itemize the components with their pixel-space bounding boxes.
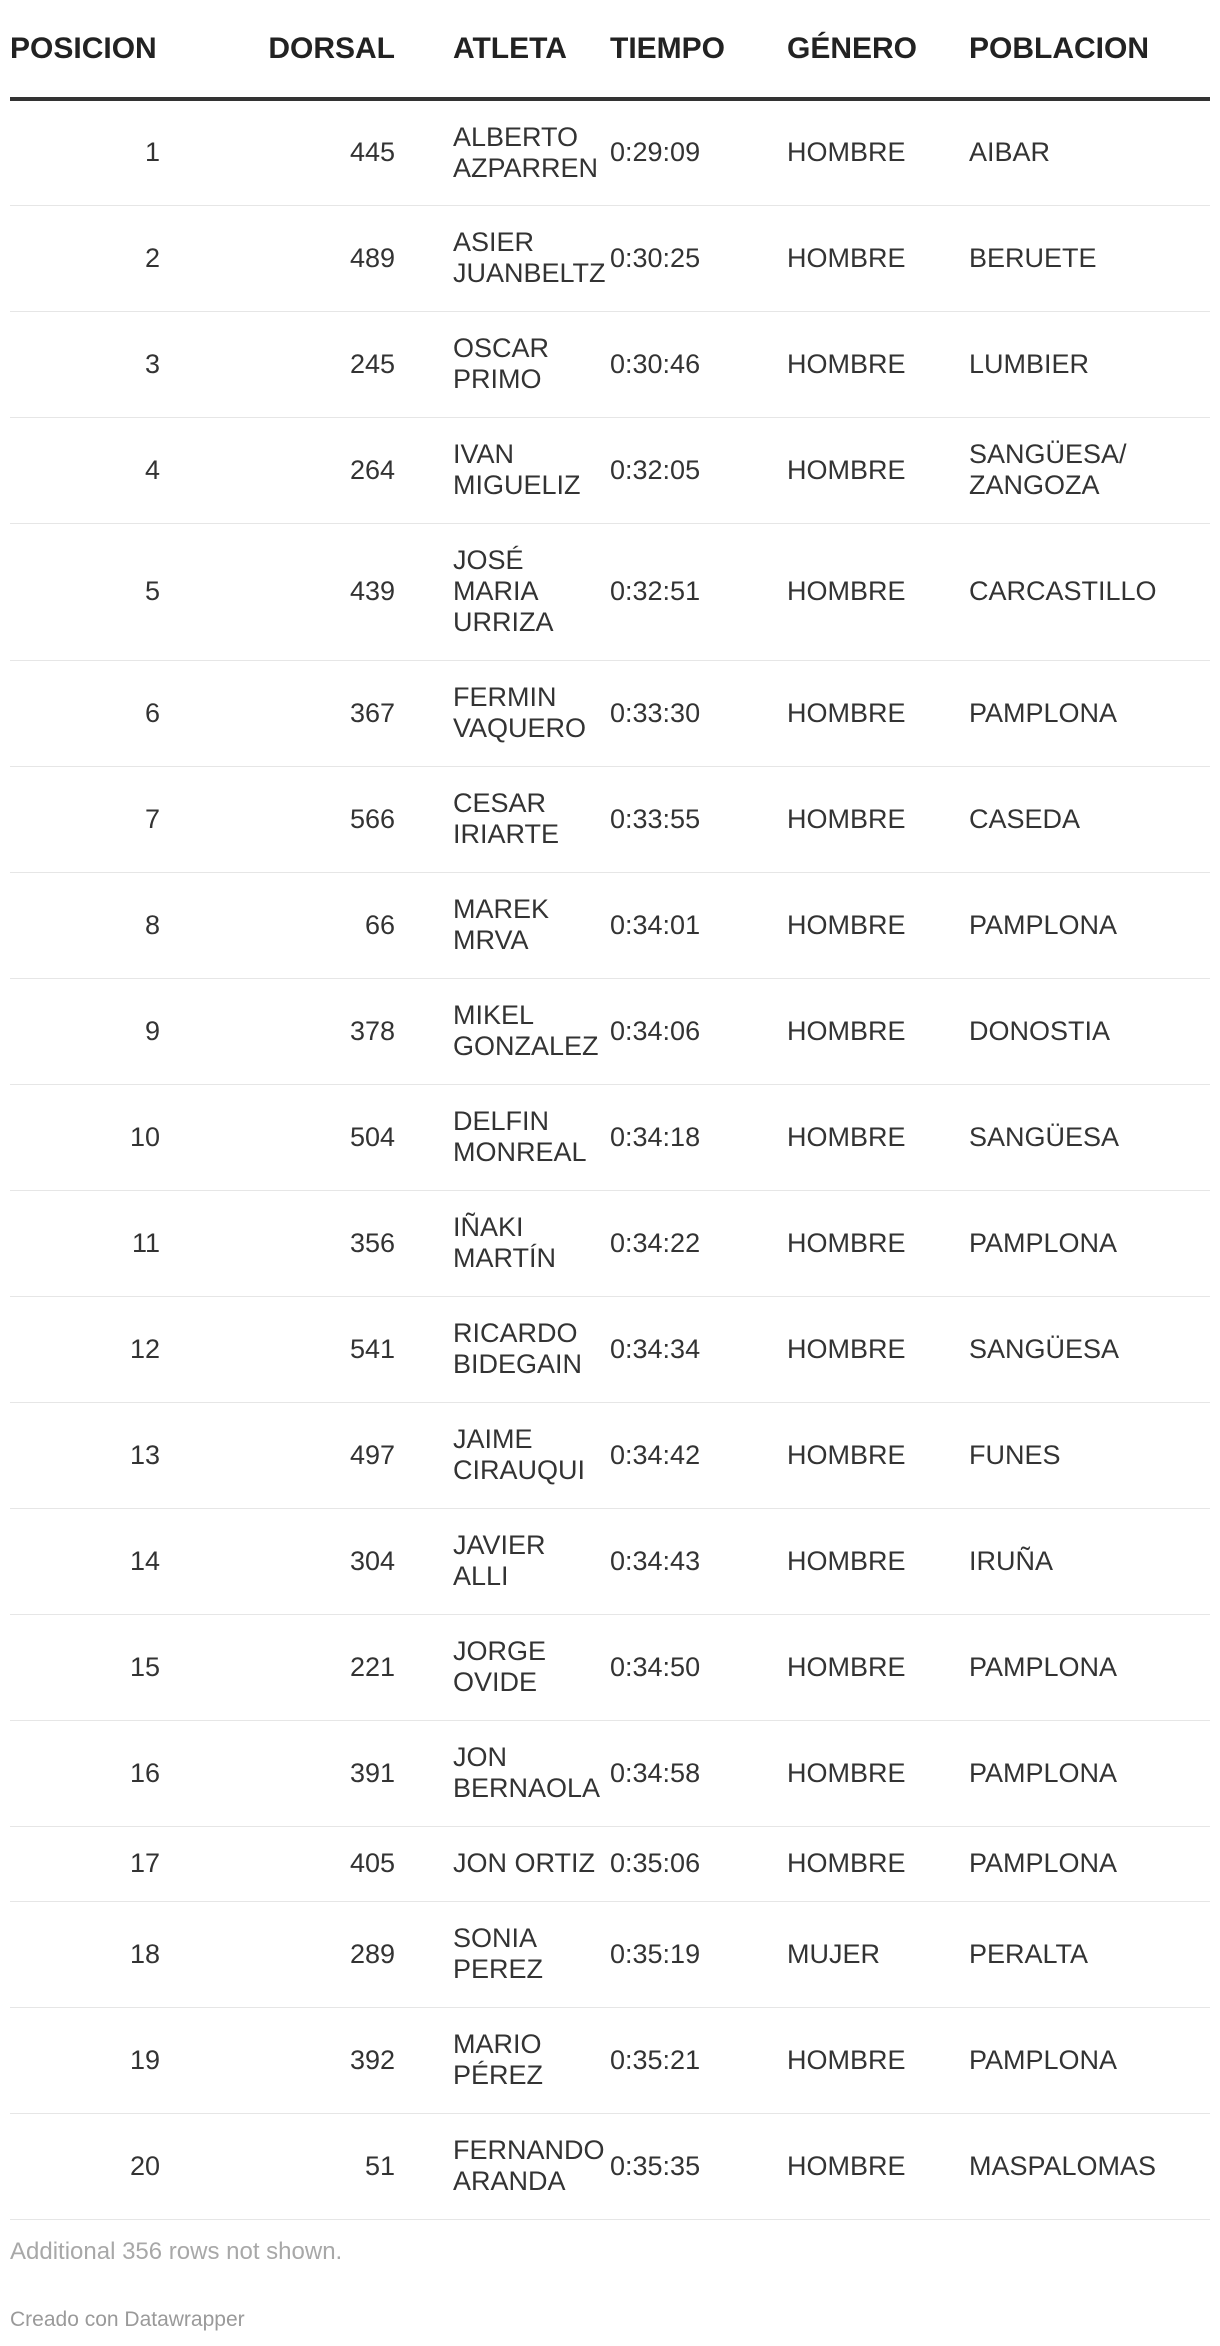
cell-atleta-line: OSCAR [453,333,550,363]
cell-atleta [395,417,610,523]
cell-atleta-line: URRIZA [453,607,554,637]
cell-posicion: 20 [10,2113,160,2219]
table-row [10,99,1210,205]
cell-tiempo: 0:34:01 [610,872,787,978]
cell-poblacion-line: PAMPLONA [969,1227,1118,1258]
table-row [10,660,1210,766]
cell-poblacion [969,1296,1210,1402]
cell-posicion: 16 [10,1720,160,1826]
cell-atleta-line: JON [453,1742,507,1772]
table-row [10,311,1210,417]
table-row [10,2007,1210,2113]
cell-atleta-line: PEREZ [453,1954,544,1984]
cell-poblacion-line: CARCASTILLO [969,576,1157,606]
cell-atleta-line: ASIER [453,227,535,257]
cell-posicion: 3 [10,311,160,417]
cell-atleta-line: MIGUELIZ [453,470,581,500]
cell-poblacion-line: PAMPLONA [969,1848,1118,1878]
cell-poblacion-line: SANGÜESA [969,1333,1120,1364]
cell-posicion: 2 [10,205,160,311]
cell-atleta-line: JOSÉ [453,545,524,575]
cell-genero: HOMBRE [787,1402,969,1508]
cell-atleta-line: MARIA [453,576,539,606]
cell-atleta-line: JAIME [453,1424,533,1454]
cell-atleta-line: RICARDO [453,1318,578,1348]
cell-tiempo: 0:29:09 [610,99,787,205]
cell-atleta-line: IÑAKI [453,1212,524,1242]
cell-tiempo: 0:35:35 [610,2113,787,2219]
cell-atleta [395,311,610,417]
cell-posicion: 9 [10,978,160,1084]
cell-poblacion [969,417,1210,523]
cell-poblacion [969,1084,1210,1190]
cell-atleta-line: BERNAOLA [453,1773,601,1803]
cell-genero: HOMBRE [787,1614,969,1720]
cell-poblacion [969,1901,1210,2007]
cell-tiempo: 0:34:18 [610,1084,787,1190]
cell-poblacion-line: PAMPLONA [969,2044,1118,2075]
cell-atleta [395,978,610,1084]
cell-genero: HOMBRE [787,1720,969,1826]
cell-genero: HOMBRE [787,1508,969,1614]
cell-atleta [395,872,610,978]
table-row [10,766,1210,872]
cell-posicion: 13 [10,1402,160,1508]
cell-atleta-line: ALBERTO [453,121,579,152]
cell-atleta-line: MONREAL [453,1137,587,1167]
cell-genero: MUJER [787,1901,969,2007]
table-row [10,978,1210,1084]
rows-not-shown-note: Additional 356 rows not shown. [10,2238,343,2265]
cell-poblacion-line: IRUÑA [969,1545,1054,1576]
cell-posicion: 1 [10,99,160,205]
cell-genero: HOMBRE [787,205,969,311]
cell-dorsal: 497 [160,1402,395,1508]
cell-dorsal: 541 [160,1296,395,1402]
cell-tiempo: 0:34:34 [610,1296,787,1402]
cell-atleta-line: MRVA [453,925,529,955]
cell-poblacion [969,311,1210,417]
header-posicion[interactable]: POSICION [10,0,160,99]
cell-poblacion-line: SANGÜESA [969,1121,1120,1152]
cell-posicion: 12 [10,1296,160,1402]
table-header [10,0,1210,99]
cell-dorsal: 304 [160,1508,395,1614]
cell-poblacion-line: PAMPLONA [969,1757,1118,1788]
cell-tiempo: 0:34:58 [610,1720,787,1826]
cell-poblacion [969,660,1210,766]
cell-dorsal: 367 [160,660,395,766]
cell-genero: HOMBRE [787,523,969,660]
cell-atleta [395,1508,610,1614]
cell-atleta [395,1826,610,1901]
cell-poblacion [969,205,1210,311]
cell-poblacion [969,766,1210,872]
table-row [10,1508,1210,1614]
cell-tiempo: 0:30:25 [610,205,787,311]
cell-atleta [395,1190,610,1296]
cell-genero: HOMBRE [787,311,969,417]
cell-genero: HOMBRE [787,978,969,1084]
table-row [10,1296,1210,1402]
cell-poblacion-line: PERALTA [969,1938,1089,1969]
table-row [10,1084,1210,1190]
cell-posicion: 17 [10,1826,160,1901]
cell-atleta [395,1901,610,2007]
results-table-container [10,0,1210,2220]
cell-genero: HOMBRE [787,2007,969,2113]
cell-atleta [395,523,610,660]
cell-atleta [395,2007,610,2113]
cell-atleta [395,1296,610,1402]
cell-poblacion-line: BERUETE [969,242,1097,273]
cell-atleta-line: IVAN [453,439,515,469]
cell-atleta-line: FERMIN [453,682,557,712]
cell-poblacion [969,1826,1210,1901]
cell-tiempo: 0:30:46 [610,311,787,417]
table-row [10,1402,1210,1508]
table-row [10,2113,1210,2219]
table-row [10,205,1210,311]
cell-poblacion [969,523,1210,660]
cell-tiempo: 0:35:21 [610,2007,787,2113]
cell-genero: HOMBRE [787,1190,969,1296]
cell-poblacion [969,1402,1210,1508]
cell-genero: HOMBRE [787,660,969,766]
cell-tiempo: 0:33:30 [610,660,787,766]
cell-tiempo: 0:32:51 [610,523,787,660]
cell-atleta-line: MARTÍN [453,1243,557,1273]
table-body [10,99,1210,2219]
cell-atleta-line: OVIDE [453,1667,538,1697]
cell-poblacion-line: CASEDA [969,803,1081,834]
cell-dorsal: 392 [160,2007,395,2113]
cell-poblacion-line: ZANGOZA [969,470,1100,500]
cell-atleta-line: AZPARREN [453,152,599,183]
cell-posicion: 15 [10,1614,160,1720]
cell-atleta [395,205,610,311]
cell-genero: HOMBRE [787,2113,969,2219]
table-row [10,523,1210,660]
cell-atleta [395,1084,610,1190]
cell-atleta-line: MAREK [453,894,550,924]
table-row [10,1614,1210,1720]
cell-atleta-line: BIDEGAIN [453,1349,583,1379]
cell-atleta [395,766,610,872]
cell-poblacion-line: LUMBIER [969,348,1090,379]
cell-atleta-line: PÉREZ [453,2060,544,2090]
cell-dorsal: 66 [160,872,395,978]
table-row [10,872,1210,978]
table-row [10,417,1210,523]
cell-poblacion [969,2113,1210,2219]
cell-atleta-line: MARIO [453,2029,542,2059]
cell-posicion: 8 [10,872,160,978]
cell-posicion: 5 [10,523,160,660]
cell-atleta-line: JAVIER [453,1530,546,1560]
cell-tiempo: 0:35:06 [610,1826,787,1901]
cell-dorsal: 221 [160,1614,395,1720]
cell-dorsal: 445 [160,99,395,205]
cell-dorsal: 289 [160,1901,395,2007]
cell-atleta-line: VAQUERO [453,713,587,743]
cell-atleta-line: MIKEL [453,1000,535,1030]
cell-atleta-line: IRIARTE [453,819,560,849]
cell-posicion: 14 [10,1508,160,1614]
cell-dorsal: 489 [160,205,395,311]
cell-atleta-line: JORGE [453,1636,547,1666]
cell-atleta [395,99,610,205]
cell-posicion: 7 [10,766,160,872]
cell-dorsal: 504 [160,1084,395,1190]
results-table [10,0,1210,2220]
cell-tiempo: 0:34:50 [610,1614,787,1720]
cell-atleta-line: PRIMO [453,364,542,394]
cell-poblacion-line: DONOSTIA [969,1015,1111,1046]
table-row [10,1826,1210,1901]
header-dorsal[interactable]: DORSAL [160,0,395,99]
cell-dorsal: 264 [160,417,395,523]
cell-posicion: 6 [10,660,160,766]
cell-poblacion-line: PAMPLONA [969,1651,1118,1682]
cell-tiempo: 0:32:05 [610,417,787,523]
header-row [10,0,1210,99]
cell-dorsal: 566 [160,766,395,872]
cell-genero: HOMBRE [787,872,969,978]
cell-genero: HOMBRE [787,99,969,205]
cell-genero: HOMBRE [787,417,969,523]
cell-atleta-line: GONZALEZ [453,1031,599,1061]
cell-genero: HOMBRE [787,1296,969,1402]
cell-posicion: 10 [10,1084,160,1190]
cell-atleta-line: SONIA [453,1923,538,1953]
header-poblacion[interactable]: POBLACION [969,0,1210,99]
cell-genero: HOMBRE [787,1826,969,1901]
header-tiempo[interactable]: TIEMPO [610,0,787,99]
cell-atleta [395,1402,610,1508]
cell-posicion: 11 [10,1190,160,1296]
cell-genero: HOMBRE [787,1084,969,1190]
cell-tiempo: 0:34:43 [610,1508,787,1614]
cell-tiempo: 0:34:06 [610,978,787,1084]
cell-atleta-line: ALLI [453,1561,509,1591]
cell-poblacion [969,2007,1210,2113]
cell-poblacion-line: MASPALOMAS [969,2150,1157,2181]
cell-dorsal: 245 [160,311,395,417]
cell-poblacion-line: FUNES [969,1439,1061,1470]
cell-atleta-line: FERNANDO [453,2135,605,2165]
cell-atleta [395,660,610,766]
cell-atleta [395,1614,610,1720]
cell-poblacion [969,872,1210,978]
cell-atleta-line: CESAR [453,788,547,818]
cell-dorsal: 391 [160,1720,395,1826]
cell-tiempo: 0:34:42 [610,1402,787,1508]
cell-poblacion [969,978,1210,1084]
cell-posicion: 18 [10,1901,160,2007]
table-row [10,1190,1210,1296]
cell-dorsal: 378 [160,978,395,1084]
cell-atleta-line: ARANDA [453,2166,566,2196]
cell-atleta [395,2113,610,2219]
cell-poblacion-line: PAMPLONA [969,909,1118,940]
cell-dorsal: 439 [160,523,395,660]
cell-poblacion [969,99,1210,205]
table-row [10,1901,1210,2007]
cell-atleta-line: JUANBELTZ [453,258,606,288]
cell-genero: HOMBRE [787,766,969,872]
cell-dorsal: 405 [160,1826,395,1901]
cell-poblacion [969,1614,1210,1720]
header-atleta[interactable]: ATLETA [395,0,610,99]
cell-dorsal: 51 [160,2113,395,2219]
cell-posicion: 19 [10,2007,160,2113]
cell-poblacion-line: AIBAR [969,137,1051,168]
cell-tiempo: 0:33:55 [610,766,787,872]
cell-poblacion [969,1720,1210,1826]
cell-tiempo: 0:34:22 [610,1190,787,1296]
cell-poblacion [969,1190,1210,1296]
header-genero[interactable]: GÉNERO [787,0,969,99]
cell-posicion: 4 [10,417,160,523]
table-row [10,1720,1210,1826]
cell-poblacion-line: SANGÜESA/ [969,439,1127,469]
cell-atleta [395,1720,610,1826]
cell-dorsal: 356 [160,1190,395,1296]
cell-tiempo: 0:35:19 [610,1901,787,2007]
cell-atleta-line: JON ORTIZ [453,1848,596,1878]
cell-poblacion [969,1508,1210,1614]
cell-poblacion-line: PAMPLONA [969,697,1118,728]
cell-atleta-line: DELFIN [453,1106,550,1136]
datawrapper-credit[interactable]: Creado con Datawrapper [10,2308,245,2331]
cell-atleta-line: CIRAUQUI [453,1455,586,1485]
